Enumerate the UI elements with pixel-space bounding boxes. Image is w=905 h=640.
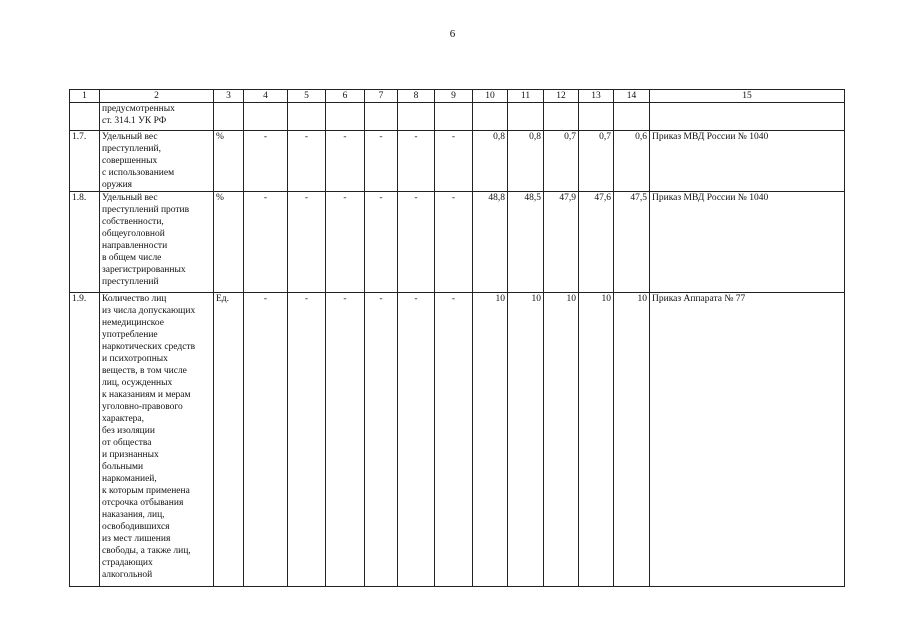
value-cell: 0,8 bbox=[473, 131, 508, 192]
indicator-name-line: и признанных bbox=[102, 450, 159, 460]
value-cell: - bbox=[326, 131, 365, 192]
indicator-name-line: лиц, осужденных bbox=[102, 378, 173, 388]
column-header-7: 7 bbox=[365, 90, 398, 103]
value-cell: - bbox=[288, 131, 326, 192]
value-cell: 48,8 bbox=[473, 192, 508, 293]
row-number: 1.7. bbox=[70, 131, 100, 192]
indicator-name-line: преступлений, bbox=[102, 144, 161, 154]
column-header-13: 13 bbox=[579, 90, 614, 103]
value-cell: - bbox=[288, 293, 326, 587]
indicator-name-line: в общем числе bbox=[102, 253, 162, 263]
indicator-name-line: веществ, в том числе bbox=[102, 366, 187, 376]
column-header-5: 5 bbox=[288, 90, 326, 103]
source-cell: Приказ Аппарата № 77 bbox=[650, 293, 845, 587]
value-cell: - bbox=[288, 192, 326, 293]
value-cell: 0,6 bbox=[614, 131, 650, 192]
indicator-name-line: от общества bbox=[102, 438, 152, 448]
indicator-name-line: отсрочка отбывания bbox=[102, 498, 184, 508]
value-cell bbox=[398, 103, 435, 131]
indicator-name-line: из числа допускающих bbox=[102, 306, 196, 316]
value-cell: 10 bbox=[614, 293, 650, 587]
indicator-name-line: ст. 314.1 УК РФ bbox=[102, 116, 167, 126]
indicator-name-line: страдающих bbox=[102, 558, 153, 568]
unit-cell: Ед. bbox=[214, 293, 244, 587]
value-cell: - bbox=[435, 192, 473, 293]
column-header-15: 15 bbox=[650, 90, 845, 103]
column-header-3: 3 bbox=[214, 90, 244, 103]
indicator-name-line: наказания, лиц, bbox=[102, 510, 165, 520]
value-cell: - bbox=[398, 192, 435, 293]
value-cell: - bbox=[365, 293, 398, 587]
value-cell: - bbox=[365, 192, 398, 293]
column-header-10: 10 bbox=[473, 90, 508, 103]
value-cell: - bbox=[326, 192, 365, 293]
indicator-name-line: употребление bbox=[102, 330, 158, 340]
row-number: 1.8. bbox=[70, 192, 100, 293]
column-header-11: 11 bbox=[508, 90, 544, 103]
indicator-name-line: из мест лишения bbox=[102, 534, 171, 544]
indicator-name-line: зарегистрированных bbox=[102, 265, 186, 275]
value-cell bbox=[435, 103, 473, 131]
value-cell: 47,5 bbox=[614, 192, 650, 293]
value-cell: 0,7 bbox=[579, 131, 614, 192]
indicator-name-line: свободы, а также лиц, bbox=[102, 546, 191, 556]
value-cell: - bbox=[244, 293, 288, 587]
value-cell: 47,9 bbox=[544, 192, 579, 293]
value-cell bbox=[579, 103, 614, 131]
value-cell bbox=[365, 103, 398, 131]
table-row bbox=[70, 131, 845, 192]
indicator-name-line: Количество лиц bbox=[102, 294, 167, 304]
indicator-name-line: с использованием bbox=[102, 168, 175, 178]
indicator-name-line: и психотропных bbox=[102, 354, 168, 364]
header-row bbox=[70, 90, 845, 103]
value-cell: 48,5 bbox=[508, 192, 544, 293]
column-header-4: 4 bbox=[244, 90, 288, 103]
value-cell: - bbox=[435, 293, 473, 587]
value-cell: - bbox=[244, 192, 288, 293]
indicator-name-line: к которым применена bbox=[102, 486, 190, 496]
value-cell: 10 bbox=[508, 293, 544, 587]
value-cell: - bbox=[326, 293, 365, 587]
value-cell bbox=[244, 103, 288, 131]
column-header-12: 12 bbox=[544, 90, 579, 103]
indicator-name-line: наркотических средств bbox=[102, 342, 196, 352]
indicator-name-line: собственности, bbox=[102, 217, 164, 227]
indicator-name-line: предусмотренных bbox=[102, 104, 175, 114]
indicator-name-line: больными bbox=[102, 462, 144, 472]
indicator-name-line: Удельный вес bbox=[102, 132, 158, 142]
value-cell: 10 bbox=[544, 293, 579, 587]
column-header-14: 14 bbox=[614, 90, 650, 103]
indicator-name-line: преступлений bbox=[102, 277, 159, 287]
indicator-name bbox=[100, 293, 214, 587]
indicator-name-line: Удельный вес bbox=[102, 193, 158, 203]
value-cell: - bbox=[244, 131, 288, 192]
indicator-name-line: освободившихся bbox=[102, 522, 170, 532]
column-header-2: 2 bbox=[100, 90, 214, 103]
indicator-name-line: совершенных bbox=[102, 156, 158, 166]
unit-cell: % bbox=[214, 192, 244, 293]
indicator-name-line: алкогольной bbox=[102, 570, 153, 580]
source-cell bbox=[650, 103, 845, 131]
indicator-name bbox=[100, 103, 214, 131]
column-header-9: 9 bbox=[435, 90, 473, 103]
indicator-name-line: к наказаниям и мерам bbox=[102, 390, 191, 400]
indicator-name-line: без изоляции bbox=[102, 426, 155, 436]
indicator-name-line: оружия bbox=[102, 180, 133, 190]
value-cell: 10 bbox=[473, 293, 508, 587]
row-number: 1.9. bbox=[70, 293, 100, 587]
value-cell bbox=[473, 103, 508, 131]
value-cell: - bbox=[398, 131, 435, 192]
value-cell: 0,7 bbox=[544, 131, 579, 192]
value-cell: 0,8 bbox=[508, 131, 544, 192]
indicator-name-line: преступлений против bbox=[102, 205, 190, 215]
table-row bbox=[70, 293, 845, 587]
value-cell bbox=[326, 103, 365, 131]
value-cell: 47,6 bbox=[579, 192, 614, 293]
column-header-6: 6 bbox=[326, 90, 365, 103]
value-cell bbox=[614, 103, 650, 131]
unit-cell: % bbox=[214, 131, 244, 192]
indicator-name-line: немедицинское bbox=[102, 318, 165, 328]
source-cell: Приказ МВД России № 1040 bbox=[650, 131, 845, 192]
column-header-8: 8 bbox=[398, 90, 435, 103]
source-cell: Приказ МВД России № 1040 bbox=[650, 192, 845, 293]
page-number: 6 bbox=[449, 28, 456, 40]
value-cell: - bbox=[398, 293, 435, 587]
indicator-name-line: общеуголовной bbox=[102, 229, 165, 239]
indicator-name-line: характера, bbox=[102, 414, 145, 424]
value-cell bbox=[508, 103, 544, 131]
value-cell bbox=[544, 103, 579, 131]
value-cell: - bbox=[435, 131, 473, 192]
table-row bbox=[70, 192, 845, 293]
indicator-name-line: уголовно-правового bbox=[102, 402, 183, 412]
indicator-name bbox=[100, 192, 214, 293]
row-number bbox=[70, 103, 100, 131]
unit-cell bbox=[214, 103, 244, 131]
table-row bbox=[70, 103, 845, 131]
indicator-name bbox=[100, 131, 214, 192]
indicators-table bbox=[69, 89, 845, 587]
column-header-1: 1 bbox=[70, 90, 100, 103]
value-cell bbox=[288, 103, 326, 131]
indicator-name-line: направленности bbox=[102, 241, 168, 251]
value-cell: - bbox=[365, 131, 398, 192]
indicator-name-line: наркоманией, bbox=[102, 474, 157, 484]
value-cell: 10 bbox=[579, 293, 614, 587]
